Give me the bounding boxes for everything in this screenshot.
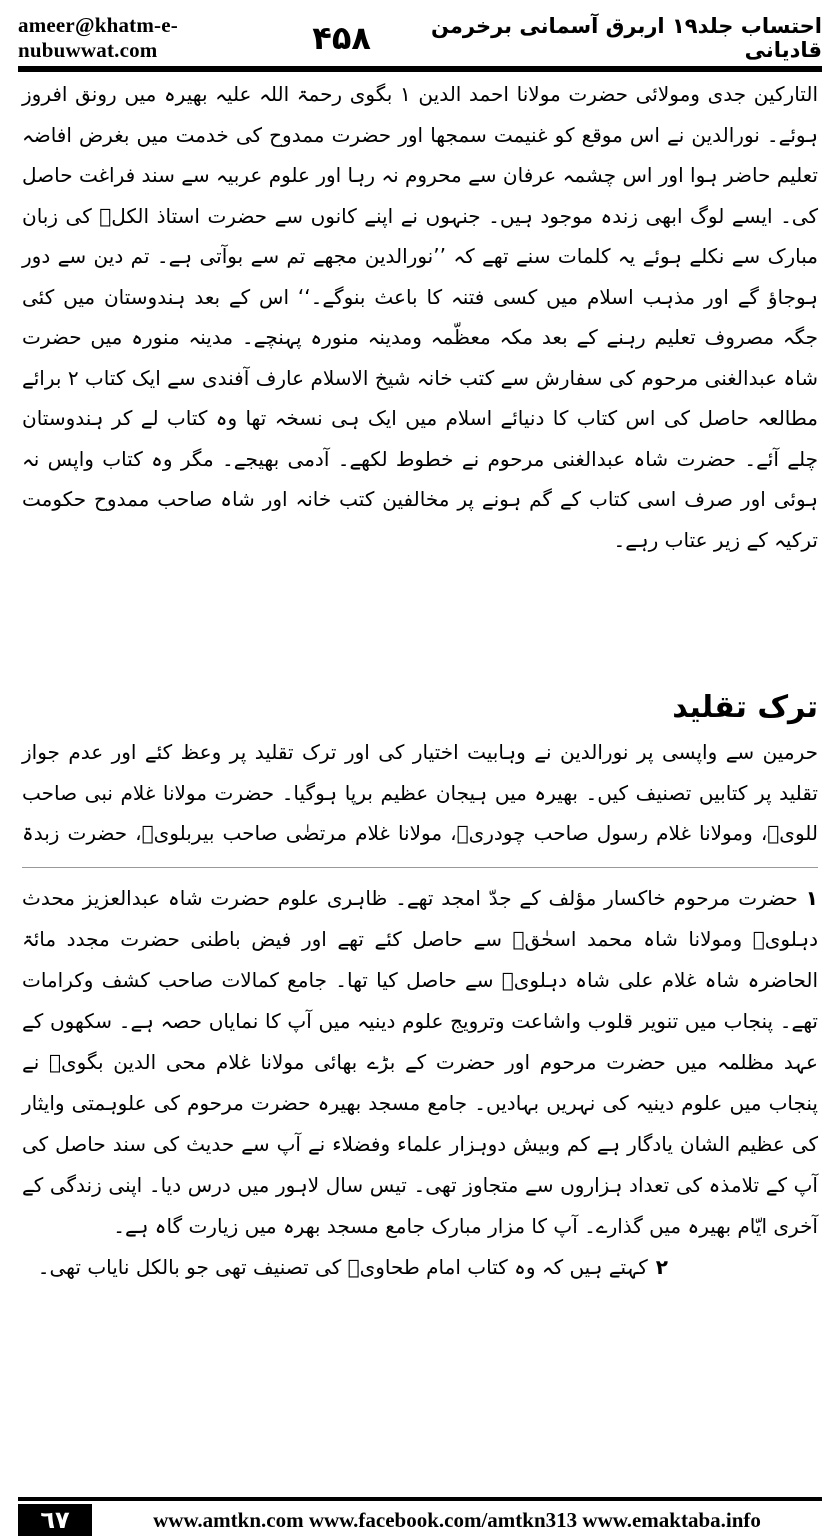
footer-page-index: ٦٧ [18, 1504, 92, 1536]
footnote-2-text: کہتے ہیں کہ وہ کتاب امام طحاویؒ کی تصنیف تھی جو بالکل نایاب تھی۔ [37, 1255, 648, 1279]
footnote-divider [22, 867, 818, 868]
footer-rule [18, 1497, 822, 1501]
footnote-2 [22, 1247, 818, 1288]
section-text [22, 732, 818, 854]
footnote-1-marker: ۱ [805, 886, 818, 910]
section-paragraph: حرمین سے واپسی پر نورالدین نے وہابیت اختیار کی اور ترک تقلید پر وعظ کئے اور عدم جواز تقلید پر کتابیں تصنیف کیں۔ بھیرہ میں ہیجان عظیم برپا ہوگیا۔ حضرت مولانا غلام نبی صاحب للویؒ، ومولانا غلام رسول صاحب چودریؒ، مولانا غلام مرتضٰی صاحب بیربلویؒ، حضرت زبدۃ [22, 740, 818, 845]
header-page-number: ۴۵۸ [312, 19, 371, 57]
page-footer [18, 1504, 822, 1536]
header-left [18, 13, 371, 63]
footnote-2-marker: ۲ [655, 1255, 668, 1279]
header-rule [18, 66, 822, 72]
header-email: ameer@khatm-e-nubuwwat.com [18, 13, 178, 62]
section-heading: ترک تقلید [672, 690, 818, 725]
footnote-1 [22, 878, 818, 1247]
main-text [22, 74, 818, 560]
page-header [18, 14, 822, 62]
footnotes [22, 878, 818, 1288]
footer-links: www.amtkn.com www.facebook.com/amtkn313 www.emaktaba.info [153, 1507, 761, 1532]
footnote-1-text: حضرت مرحوم خاکسار مؤلف کے جدّ امجد تھے۔ ظاہری علوم حضرت شاہ عبدالعزیز محدث دہلویؒ ومولانا شاہ محمد اسحٰقؒ سے حاصل کئے تھے اور فیض باطنی حضرت مجدد مائۃ الحاضرہ شاہ غلام علی شاہ دہلویؒ سے حاصل کیا تھا۔ جامع کمالات صاحب کشف وکرامات تھے۔ پنجاب میں تنویر قلوب واشاعت وترویج علوم دینیہ میں آپ کا نمایاں حصہ ہے۔ سکھوں کے عہد مظلمہ میں حضرت مرحوم اور حضرت کے بڑے بھائی مولانا غلام محی الدین بگویؒ نے پنجاب میں علوم دینیہ کی نہریں بہادیں۔ جامع مسجد بھیرہ حضرت مرحوم کی علوہمتی وایثار کی عظیم الشان یادگار ہے کم وبیش دوہزار علماء وفضلاء نے آپ سے حدیث کی سند حاصل کی آپ کے تلامذہ کی تعداد ہزاروں سے متجاوز تھی۔ تیس سال لاہور میں درس دیا۔ اپنی زندگی کے آخری ایّام بھیرہ میں گذارے۔ آپ کا مزار مبارک جامع مسجد بھرہ میں زیارت گاہ ہے۔ [22, 886, 818, 1238]
main-paragraph: التارکین جدی ومولائی حضرت مولانا احمد الدین ۱ بگوی رحمۃ اللہ علیہ بھیرہ میں رونق افروز ہوئے۔ نورالدین نے اس موقع کو غنیمت سمجھا اور حضرت ممدوح کی خدمت میں بغرض افاضہ تعلیم حاضر ہوا اور اس چشمہ عرفان سے محروم نہ رہا اور علوم عربیہ سے سند فراغت حاصل کی۔ ایسے لوگ ابھی زندہ موجود ہیں۔ جنہوں نے اپنے کانوں سے حضرت استاذ الکلؒ کی زبان مبارک سے نکلے ہوئے یہ کلمات سنے تھے کہ ’’نورالدین مجھے تم سے بوآتی ہے۔ تم دین سے دور ہوجاؤ گے اور مذہب اسلام میں کسی فتنہ کا باعث بنوگے۔‘‘ اس کے بعد ہندوستان میں کئی جگہ مصروف تعلیم رہنے کے بعد مکہ معظّمہ ومدینہ منورہ پہنچے۔ مدینہ منورہ میں حضرت شاہ عبدالغنی مرحوم کی سفارش سے کتب خانہ شیخ الاسلام عارف آفندی سے ایک کتاب ۲ برائے مطالعہ حاصل کی اس کتاب کا دنیائے اسلام میں ایک ہی نسخہ تھا وہ کتاب لے کر ہندوستان چلے آئے۔ حضرت شاہ عبدالغنی مرحوم نے خطوط لکھے۔ آدمی بھیجے۔ مگر وہ کتاب واپس نہ ہوئی اور صرف اسی کتاب کے گم ہونے پر مخالفین کتب خانہ اور شاہ صاحب ممدوح حکومت ترکیہ کے زیر عتاب رہے۔ [22, 82, 818, 552]
running-title: احتساب جلد۱۹ اربرق آسمانی برخرمن قادیانی [431, 14, 822, 62]
